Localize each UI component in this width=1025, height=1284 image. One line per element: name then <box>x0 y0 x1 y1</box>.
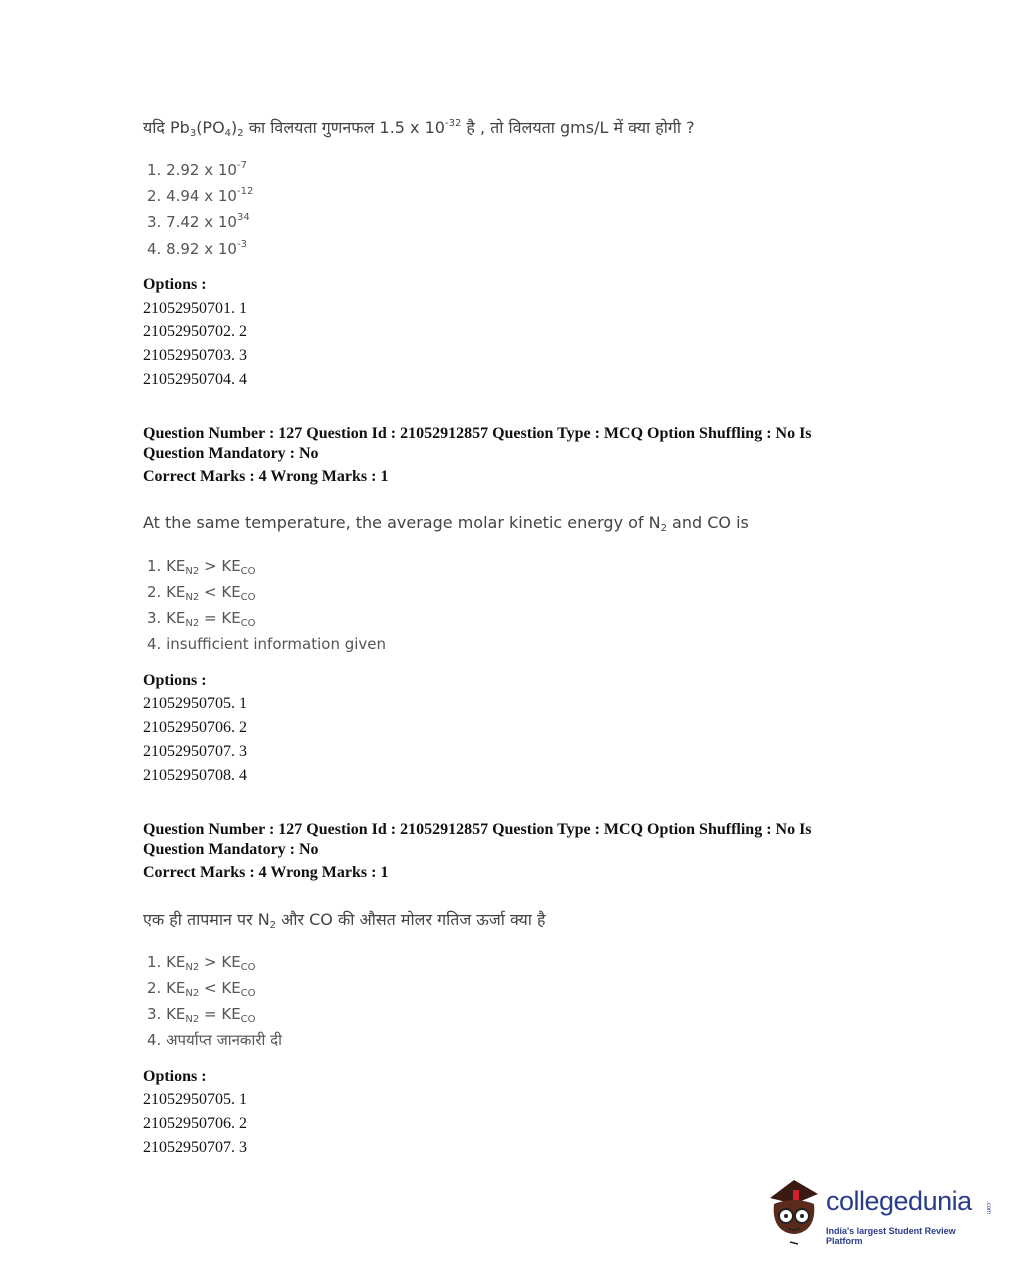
option-line: 21052950704. 4 <box>143 371 247 388</box>
question-3-text: एक ही तापमान पर $N_2$ और CO की औसत मोलर गतिज ऊर्जा क्या है <box>143 910 546 931</box>
option-line: 21052950701. 1 <box>143 300 247 317</box>
answer-choice: 2. 4.94 x $10^{-12}$ <box>147 186 254 205</box>
question-meta-line: Question Mandatory : No <box>143 445 319 462</box>
answer-choice: 4. अपर्याप्त जानकारी दी <box>147 1031 282 1049</box>
option-line: 21052950706. 2 <box>143 1115 247 1132</box>
options-label: Options : <box>143 672 207 689</box>
answer-choice: 4. insufficient information given <box>147 635 387 653</box>
question-2-text: At the same temperature, the average molar kinetic energy of $N_2$ and CO is <box>143 513 749 534</box>
answer-choice: 1. $KE_{N2} > KE_{CO}$ <box>147 557 256 577</box>
option-line: 21052950706. 2 <box>143 719 247 736</box>
answer-choice: 2. $KE_{N2} < KE_{CO}$ <box>147 979 256 999</box>
question-meta-line: Question Number : 127 Question Id : 21052912857 Question Type : MCQ Option Shuffling : No Is <box>143 425 812 442</box>
question-meta-line: Question Number : 127 Question Id : 21052912857 Question Type : MCQ Option Shuffling : No Is <box>143 821 812 838</box>
options-label: Options : <box>143 276 207 293</box>
answer-choice: 3. 7.42 x $10^{34}$ <box>147 212 250 231</box>
answer-choice: 1. 2.92 x $10^{-7}$ <box>147 160 247 179</box>
logo-name: collegedunia <box>826 1186 972 1216</box>
option-line: 21052950705. 1 <box>143 695 247 712</box>
answer-choice: 1. $KE_{N2} > KE_{CO}$ <box>147 953 256 973</box>
answer-choice: 3. $KE_{N2} = KE_{CO}$ <box>147 609 256 629</box>
collegedunia-logo[interactable] <box>764 1174 994 1254</box>
marks-line: Correct Marks : 4 Wrong Marks : 1 <box>143 468 389 485</box>
answer-choice: 3. $KE_{N2} = KE_{CO}$ <box>147 1005 256 1025</box>
question-1-text: यदि $Pb_3(PO_4)_2$ का विलयता गुणनफल 1.5 x $10^{-32}$ है , तो विलयता gms/L में क्या होगी ? <box>143 118 695 139</box>
question-meta-line: Question Mandatory : No <box>143 841 319 858</box>
options-label: Options : <box>143 1068 207 1085</box>
option-line: 21052950707. 3 <box>143 1139 247 1156</box>
option-line: 21052950708. 4 <box>143 767 247 784</box>
marks-line: Correct Marks : 4 Wrong Marks : 1 <box>143 864 389 881</box>
student-mascot-icon <box>764 1174 824 1250</box>
option-line: 21052950702. 2 <box>143 323 247 340</box>
option-line: 21052950703. 3 <box>143 347 247 364</box>
option-line: 21052950707. 3 <box>143 743 247 760</box>
answer-choice: 4. 8.92 x $10^{-3}$ <box>147 239 247 258</box>
logo-tagline: India's largest Student Review Platform <box>826 1226 956 1246</box>
logo-domain-suffix: .com <box>985 1201 991 1215</box>
option-line: 21052950705. 1 <box>143 1091 247 1108</box>
answer-choice: 2. $KE_{N2} < KE_{CO}$ <box>147 583 256 603</box>
